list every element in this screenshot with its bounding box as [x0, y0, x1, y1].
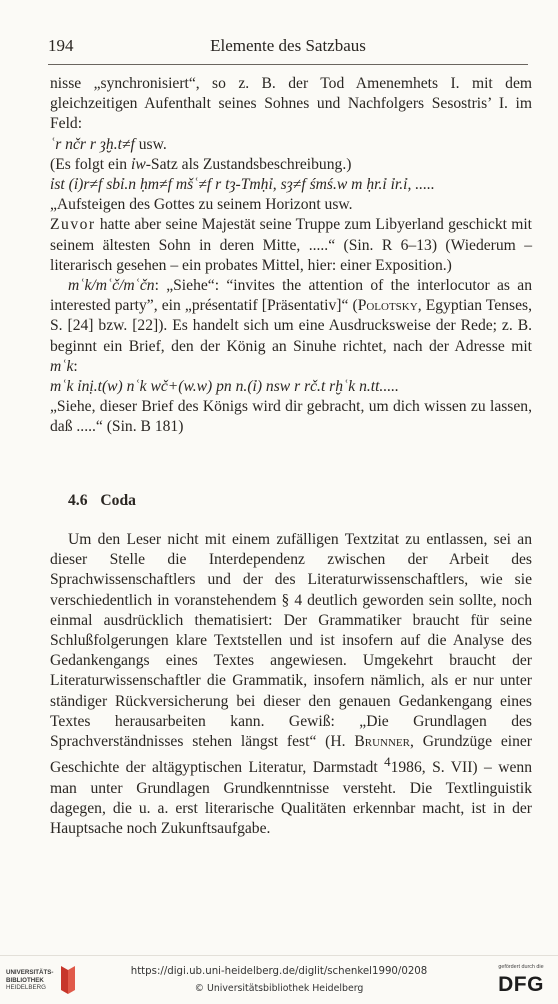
paragraph: [50, 74, 532, 135]
text-line: , Grundzüge einer Geschichte der altägyptischen Literatur, Darmstadt: [50, 733, 532, 777]
page-number: 194: [48, 36, 74, 55]
paragraph: [50, 155, 532, 175]
text-line: -Satz als Zustandsbeschreibung.): [145, 155, 352, 173]
source-url-link[interactable]: https://digi.ub.uni-heidelberg.de/diglit/schenkel1990/0208: [130, 966, 428, 977]
section-heading: [68, 492, 136, 510]
text-block-upper: [50, 74, 532, 438]
text-line: (Es folgt ein: [50, 155, 131, 173]
text-line: hatte aber seine Majestät seine Truppe zum Libyerland geschickt mit seinem ältesten Sohn in deren Mitte, .....“ (Sin. R 6–13) (Wiederum – literarisch gesehen – ein probates Mittel, hier: einer Exposition.): [50, 216, 532, 274]
library-name-line: HEIDELBERG: [6, 984, 46, 992]
example-line: mʿk ỉnị.t(w) nʿk wč+(w.w) pn n.(ỉ) nsw r rč.t rḫʿk n.tt.....: [50, 378, 399, 396]
transliteration: ʿr nčr r ȝḫ.t≠f: [50, 135, 135, 153]
text-line: usw.: [134, 135, 167, 153]
library-name-line: BIBLIOTHEK: [6, 976, 44, 984]
section-number: 4.6: [68, 492, 88, 509]
translation-line: „Aufsteigen des Gottes zu seinem Horizont usw.: [50, 196, 353, 214]
author-name: Brunner: [354, 733, 410, 751]
paragraph: [50, 215, 532, 276]
dfg-logo[interactable]: DFG: [498, 973, 544, 996]
text-line: nisse „synchronisiert“, so z. B. der Tod Amenemhets I. mit dem gleichzeitigen Aufenthalt seines Sohnes und Nachfolgers Sesostris’ I. im Feld:: [50, 75, 532, 133]
transliteration: mʿk: [50, 357, 74, 375]
copyright-notice: © Universitätsbibliothek Heidelberg: [194, 983, 364, 994]
edition-superscript: 4: [384, 754, 391, 770]
running-head: Elemente des Satzbaus: [210, 36, 366, 55]
example-line: [50, 135, 532, 155]
text-line: , Egyptian Tenses, S. [24] bzw. [22]). Es handelt sich um eine Ausdrucksweise der Rede; z. B. beginnt ein Brief, den der König an Sinuhe richtet, nach der Adresse mit: [50, 297, 532, 355]
paragraph: [50, 276, 532, 377]
text-block-lower: [50, 530, 532, 839]
spaced-word: Zuvor: [50, 216, 96, 234]
transliteration: mʿk/mʿč/mʿčn: [68, 277, 155, 295]
viewer-footer: [0, 955, 558, 1004]
header-rule: [48, 64, 528, 65]
text-line: : „Siehe“: “invites the attention of the interlocutor as an interested party”, ein „présentatif [Präsentativ]“ (: [50, 277, 532, 315]
page-header: [48, 36, 528, 60]
transliteration: ỉw: [130, 155, 146, 173]
text-line: :: [73, 357, 78, 375]
text-line: Um den Leser nicht mit einem zufälligen Textzitat zu entlassen, sei an dieser Stelle die Interdependenz zwischen der Arbeit des Sprachwissenschaftlers und der des Literaturwissenschaftlers, wie sie verschiedentlich in voranstehendem § 4 deutlich geworden sein sollte, noch einmal ausdrücklich thematisiert: Der Grammatiker braucht für seine Schlußfolgerungen klare Textstellen und ist insofern auf die Analyse des Gedankengangs eines Textes angewiesen. Umgekehrt braucht der Literaturwissenschaftler die Grammatik, insofern nämlich, als er nur unter ständiger Rückversicherung bei dieser den genauen Gedankengang eines Textes herausarbeiten kann. Gewiß: „Die Grundlagen des Sprachverständnisses stehen längst fest“ (H.: [50, 531, 532, 751]
paragraph: [50, 530, 532, 839]
library-name-line: UNIVERSITÄTS-: [6, 969, 54, 976]
translation-line: „Siehe, dieser Brief des Königs wird dir gebracht, um dich wissen zu lassen, daß .....“ (Sin. B 181): [50, 398, 532, 436]
example-line: ỉst (ỉ)r≠f sbỉ.n ḥm≠f mšʿ≠f r tȝ-Tmḥỉ, sȝ≠f śmś.w m ḥr.ỉ ỉr.ỉ, .....: [50, 176, 435, 194]
text-line: 1986, S. VII) – wenn man unter Grundlagen Grundkenntnisse versteht. Die Textlinguistik dagegen, die u. a. erst literarische Qualitäten erkennbar macht, ist in der Hauptsache noch Zukunftsaufgabe.: [50, 759, 532, 838]
section-title: Coda: [100, 492, 136, 509]
author-name: Polotsky: [357, 297, 418, 315]
funding-caption: gefördert durch die: [498, 964, 544, 970]
